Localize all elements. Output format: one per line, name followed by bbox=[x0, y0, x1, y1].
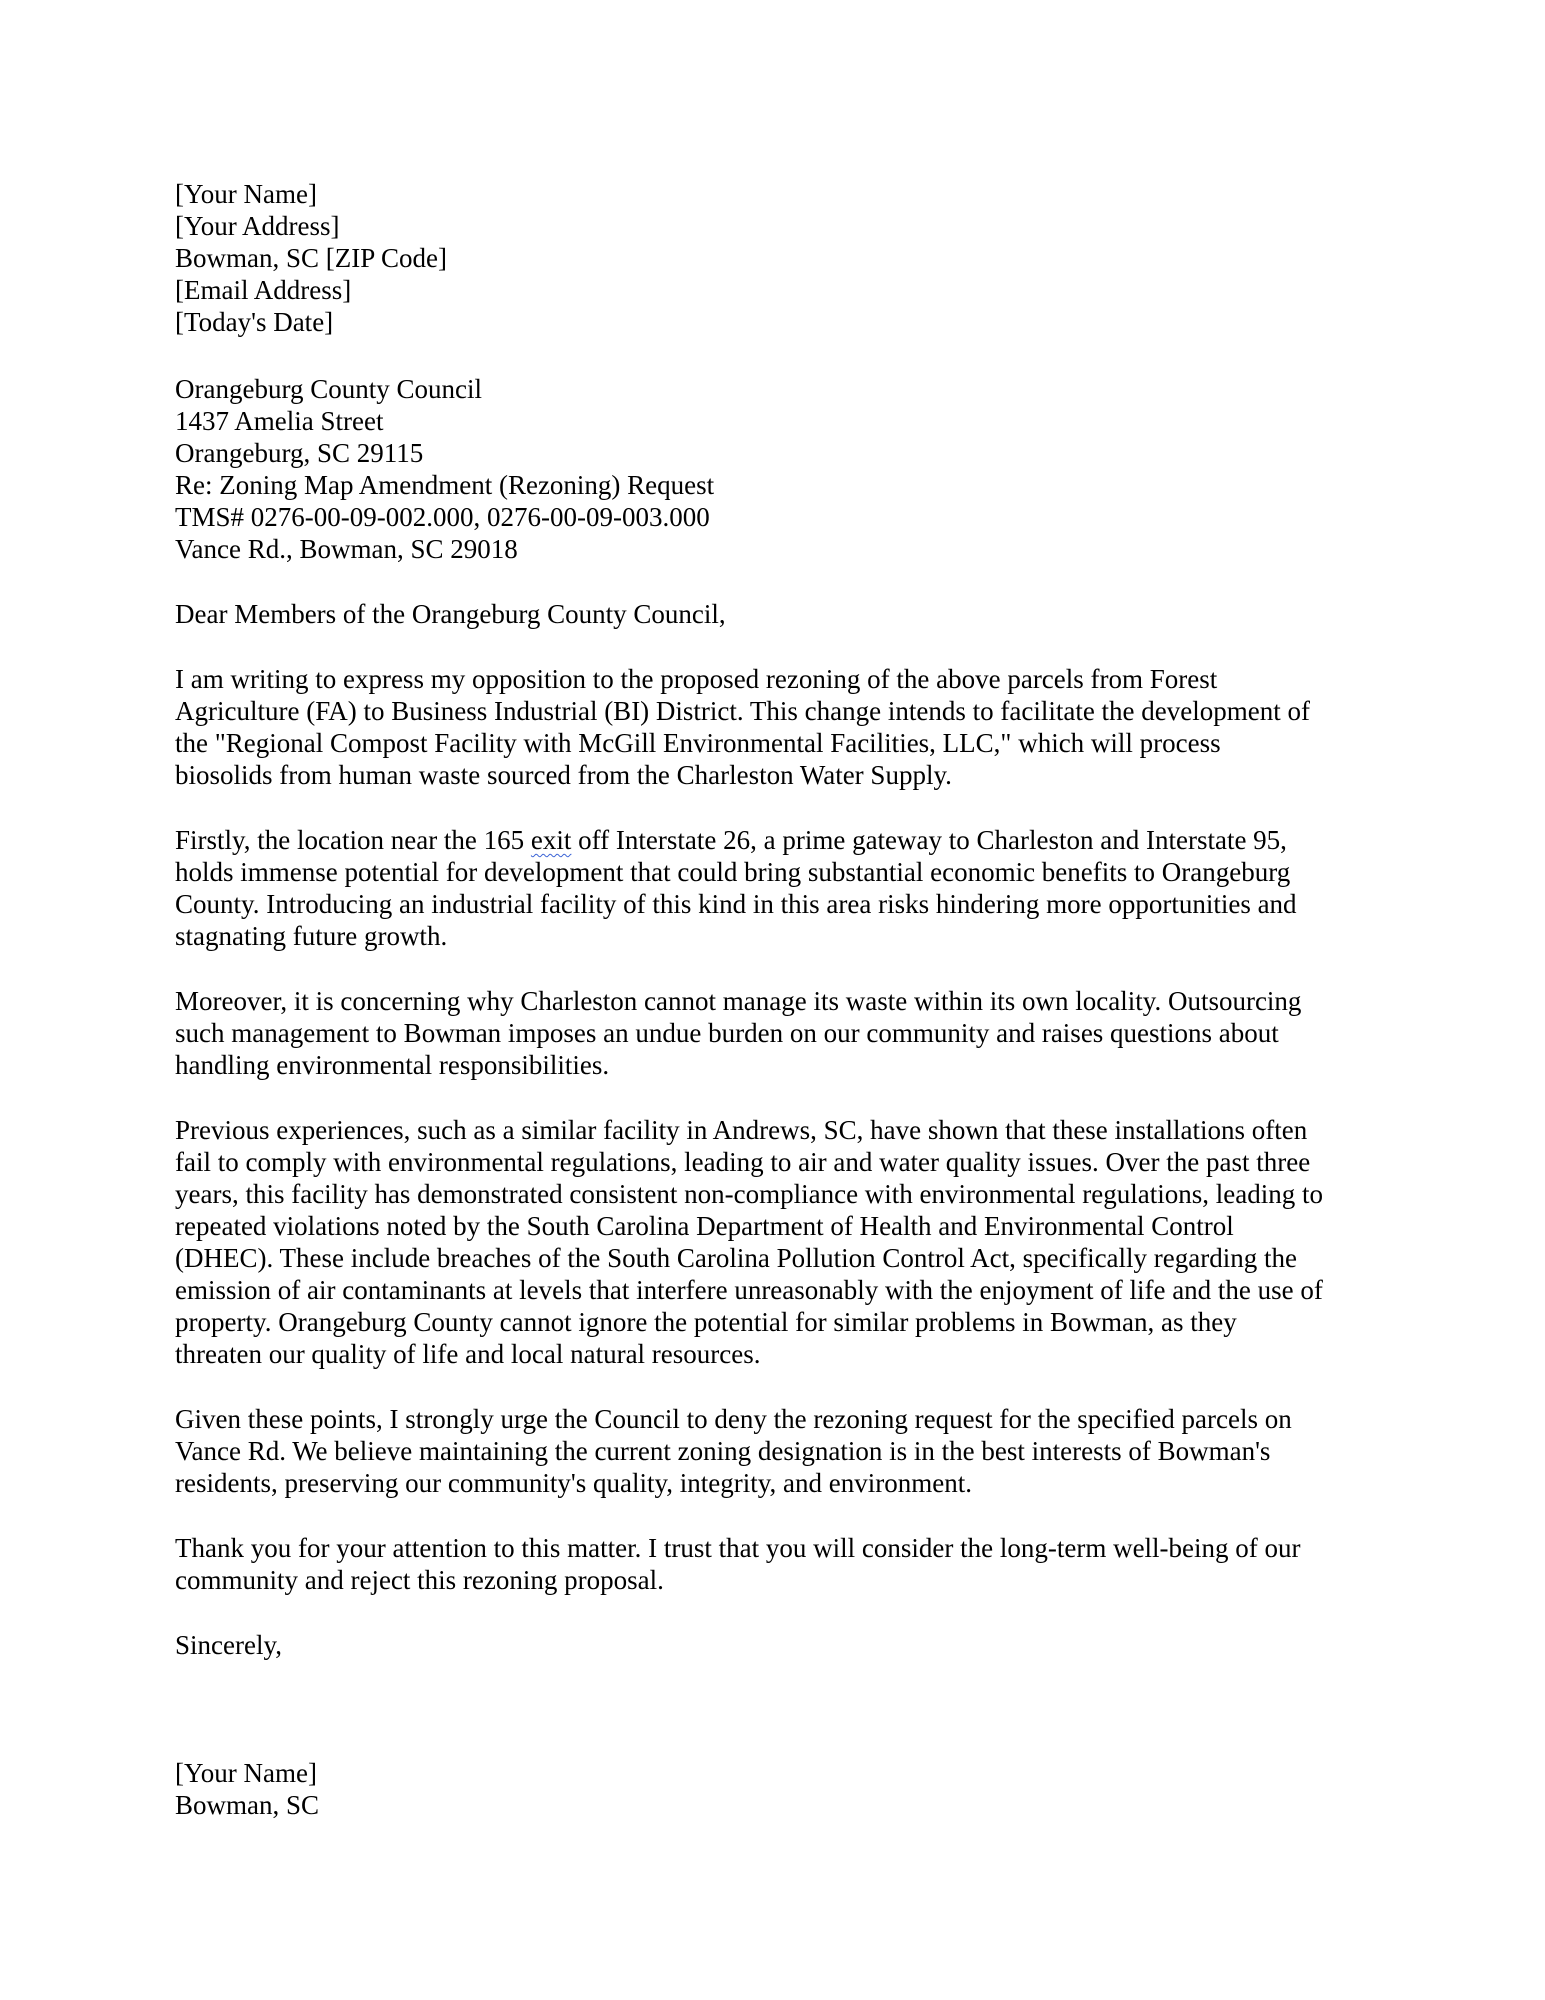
property-location: Vance Rd., Bowman, SC 29018 bbox=[175, 534, 518, 564]
paragraph-line: emission of air contaminants at levels that interfere unreasonably with the enjoyment of life and the use of bbox=[175, 1275, 1323, 1305]
paragraph-line: repeated violations noted by the South Carolina Department of Health and Environmental Control bbox=[175, 1211, 1234, 1241]
sender-address: [Your Address] bbox=[175, 211, 340, 241]
paragraph-line: Firstly, the location near the 165 exit off Interstate 26, a prime gateway to Charleston and Interstate 95, bbox=[175, 825, 1287, 855]
paragraph-line: property. Orangeburg County cannot ignore the potential for similar problems in Bowman, as they bbox=[175, 1307, 1237, 1337]
closing: Sincerely, bbox=[175, 1630, 282, 1660]
paragraph-line: residents, preserving our community's quality, integrity, and environment. bbox=[175, 1468, 972, 1498]
signature-name: [Your Name] bbox=[175, 1758, 317, 1788]
paragraph-line: County. Introducing an industrial facility of this kind in this area risks hindering more opportunities and bbox=[175, 889, 1297, 919]
paragraph-line: Thank you for your attention to this matter. I trust that you will consider the long-term well-being of our bbox=[175, 1533, 1301, 1563]
spellcheck-marked-word[interactable]: exit bbox=[530, 825, 572, 855]
sender-name: [Your Name] bbox=[175, 179, 317, 209]
salutation: Dear Members of the Orangeburg County Council, bbox=[175, 599, 726, 629]
paragraph-line: threaten our quality of life and local natural resources. bbox=[175, 1339, 761, 1369]
signature-block bbox=[175, 1757, 1375, 1821]
sender-block bbox=[175, 178, 1375, 338]
paragraph-line: Given these points, I strongly urge the Council to deny the rezoning request for the specified parcels on bbox=[175, 1404, 1292, 1434]
recipient-block bbox=[175, 373, 1375, 565]
paragraph-line: Vance Rd. We believe maintaining the current zoning designation is in the best interests of Bowman's bbox=[175, 1436, 1271, 1466]
paragraph-thanks bbox=[175, 1532, 1375, 1596]
paragraph-line: holds immense potential for development that could bring substantial economic benefits to Orangeburg bbox=[175, 857, 1291, 887]
paragraph-line: stagnating future growth. bbox=[175, 921, 448, 951]
tms-line: TMS# 0276-00-09-002.000, 0276-00-09-003.000 bbox=[175, 502, 710, 532]
paragraph-line: such management to Bowman imposes an undue burden on our community and raises questions about bbox=[175, 1018, 1279, 1048]
subject-line: Re: Zoning Map Amendment (Rezoning) Request bbox=[175, 470, 715, 500]
sender-email: [Email Address] bbox=[175, 275, 352, 305]
paragraph-line: the "Regional Compost Facility with McGill Environmental Facilities, LLC," which will process bbox=[175, 728, 1221, 758]
paragraph-line: community and reject this rezoning proposal. bbox=[175, 1565, 664, 1595]
paragraph-line: Moreover, it is concerning why Charleston cannot manage its waste within its own locality. Outsourcing bbox=[175, 986, 1302, 1016]
paragraph-line: Agriculture (FA) to Business Industrial (BI) District. This change intends to facilitate the development of bbox=[175, 696, 1310, 726]
paragraph-line: years, this facility has demonstrated consistent non-compliance with environmental regulations, leading to bbox=[175, 1179, 1323, 1209]
sender-date: [Today's Date] bbox=[175, 307, 334, 337]
paragraph-outsourcing bbox=[175, 985, 1375, 1081]
paragraph-line: I am writing to express my opposition to the proposed rezoning of the above parcels from Forest bbox=[175, 664, 1218, 694]
recipient-street: 1437 Amelia Street bbox=[175, 406, 384, 436]
recipient-org: Orangeburg County Council bbox=[175, 374, 482, 404]
paragraph-line: handling environmental responsibilities. bbox=[175, 1050, 610, 1080]
signature-location: Bowman, SC bbox=[175, 1790, 320, 1820]
paragraph-location bbox=[175, 824, 1375, 952]
paragraph-line: biosolids from human waste sourced from the Charleston Water Supply. bbox=[175, 760, 952, 790]
paragraph-previous-experiences bbox=[175, 1114, 1375, 1370]
sender-city-zip: Bowman, SC [ZIP Code] bbox=[175, 243, 447, 273]
letter-body bbox=[175, 178, 1375, 1821]
paragraph-opposition bbox=[175, 663, 1375, 791]
paragraph-line: Previous experiences, such as a similar facility in Andrews, SC, have shown that these installations often bbox=[175, 1115, 1308, 1145]
recipient-city: Orangeburg, SC 29115 bbox=[175, 438, 424, 468]
paragraph-line: fail to comply with environmental regulations, leading to air and water quality issues. Over the past three bbox=[175, 1147, 1311, 1177]
paragraph-line: (DHEC). These include breaches of the South Carolina Pollution Control Act, specifically regarding the bbox=[175, 1243, 1297, 1273]
paragraph-request bbox=[175, 1403, 1375, 1499]
